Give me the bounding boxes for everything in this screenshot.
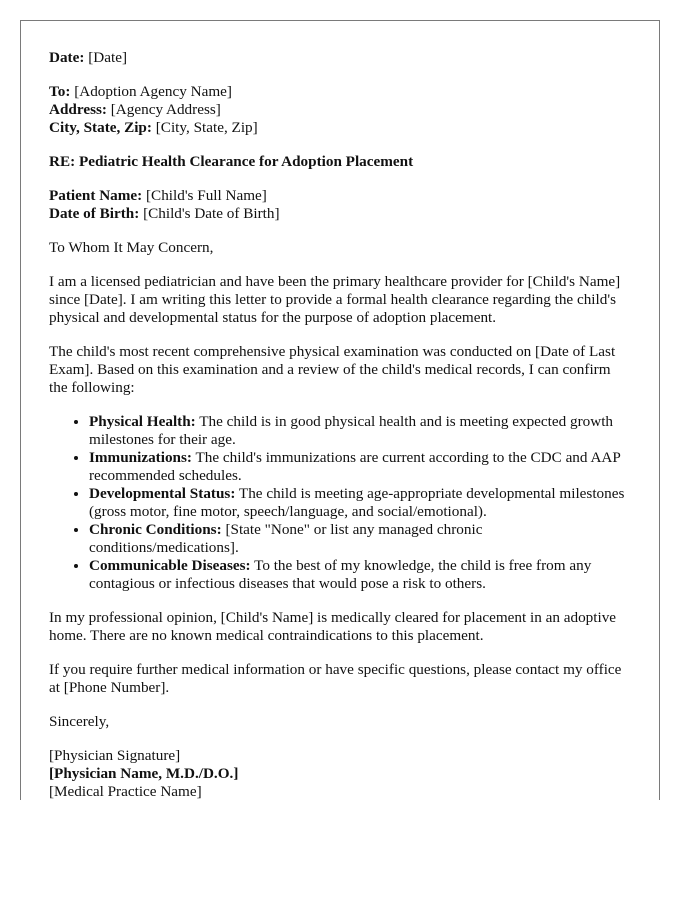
subject-text: RE: Pediatric Health Clearance for Adoption Placement	[49, 153, 414, 170]
list-item	[89, 557, 631, 593]
list-item	[89, 449, 631, 485]
address-value: [Agency Address]	[110, 101, 221, 118]
city-label: City, State, Zip:	[49, 119, 152, 136]
recipient-block	[49, 83, 631, 137]
to-value: [Adoption Agency Name]	[74, 83, 232, 100]
patient-dob-label: Date of Birth:	[49, 205, 140, 222]
finding-text: The child is meeting age-appropriate developmental milestones (gross motor, fine motor, speech/language, and social/emotional).	[89, 485, 625, 520]
finding-label: Communicable Diseases:	[89, 557, 251, 574]
address-label: Address:	[49, 101, 107, 118]
finding-text: The child's immunizations are current according to the CDC and AAP recommended schedules.	[89, 449, 621, 484]
recipient-to-line	[49, 83, 631, 101]
finding-label: Developmental Status:	[89, 485, 236, 502]
date-value: [Date]	[88, 49, 128, 66]
signoff: Sincerely,	[49, 713, 110, 730]
letter-page	[20, 20, 660, 800]
physician-name: [Physician Name, M.D./D.O.]	[49, 765, 239, 782]
practice-name: [Medical Practice Name]	[49, 783, 202, 800]
patient-name-line	[49, 187, 631, 205]
signature-block	[49, 747, 631, 800]
finding-text: The child is in good physical health and is meeting expected growth milestones for their age.	[89, 413, 614, 448]
date-label: Date:	[49, 49, 85, 66]
signature-line: [Physician Signature]	[49, 747, 181, 764]
list-item	[89, 485, 631, 521]
city-value: [City, State, Zip]	[155, 119, 258, 136]
patient-name-value: [Child's Full Name]	[146, 187, 267, 204]
contact-paragraph: If you require further medical information or have specific questions, please contact my office at [Phone Number].	[49, 661, 622, 696]
recipient-address-line	[49, 101, 631, 119]
salutation: To Whom It May Concern,	[49, 239, 214, 256]
patient-dob-value: [Child's Date of Birth]	[143, 205, 280, 222]
patient-dob-line	[49, 205, 631, 223]
finding-label: Chronic Conditions:	[89, 521, 222, 538]
finding-text: [State "None" or list any managed chronic conditions/medications].	[89, 521, 483, 556]
finding-text: To the best of my knowledge, the child is free from any contagious or infectious diseases that would pose a risk to others.	[89, 557, 592, 592]
patient-block	[49, 187, 631, 223]
subject-line	[49, 153, 631, 171]
body-paragraph: I am a licensed pediatrician and have been the primary healthcare provider for [Child's Name] since [Date]. I am writing this letter to provide a formal health clearance regarding the child's physical and developmental status for the purpose of adoption placement.	[49, 273, 621, 326]
body-paragraph: The child's most recent comprehensive physical examination was conducted on [Date of Last Exam]. Based on this examination and a review of the child's medical records, I can confirm the following:	[49, 343, 616, 396]
clearance-paragraph: In my professional opinion, [Child's Name] is medically cleared for placement in an adoptive home. There are no known medical contraindications to this placement.	[49, 609, 617, 644]
findings-list	[49, 413, 631, 593]
finding-label: Physical Health:	[89, 413, 196, 430]
patient-name-label: Patient Name:	[49, 187, 143, 204]
finding-label: Immunizations:	[89, 449, 192, 466]
list-item	[89, 521, 631, 557]
date-block	[49, 49, 631, 67]
list-item	[89, 413, 631, 449]
recipient-city-line	[49, 119, 631, 137]
to-label: To:	[49, 83, 71, 100]
